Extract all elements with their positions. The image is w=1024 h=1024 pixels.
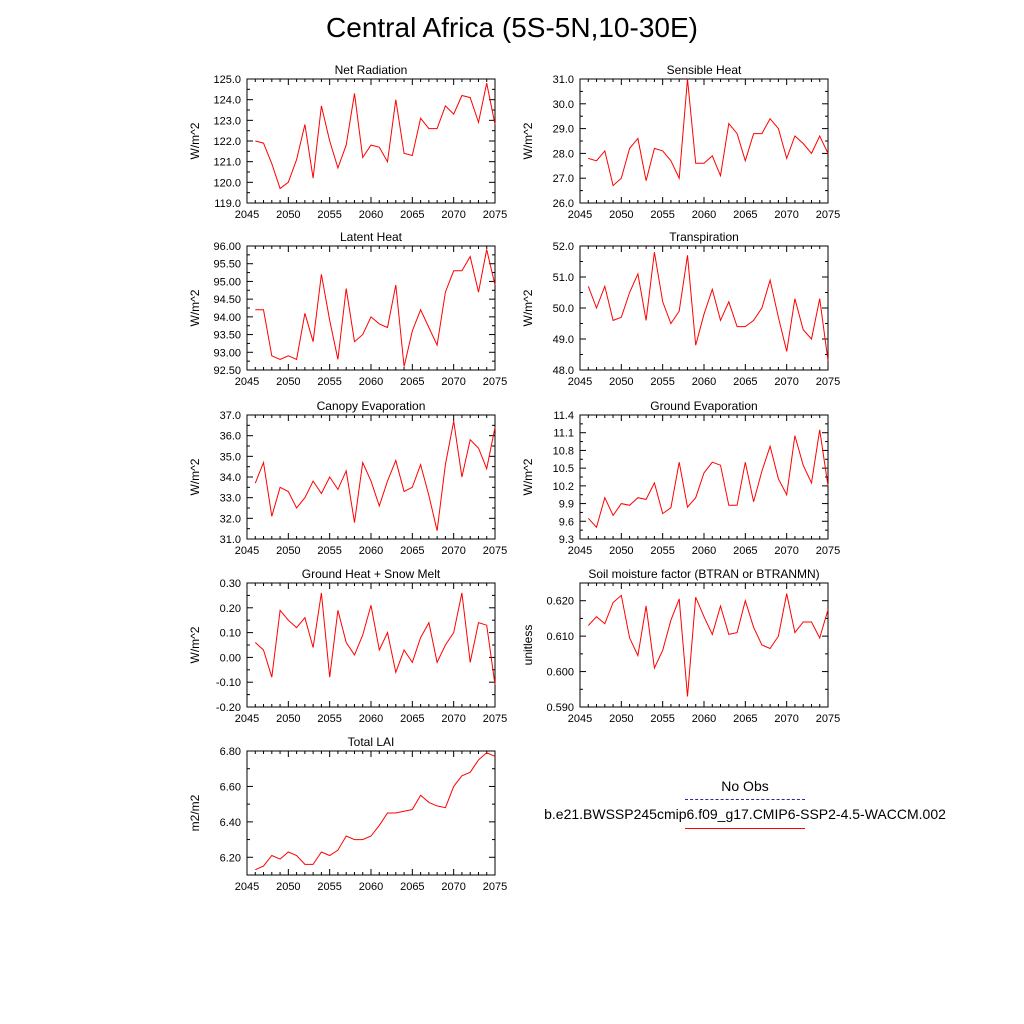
chart-panel [188, 567, 507, 725]
x-tick-label: 2050 [609, 376, 634, 388]
y-tick-label: 95.50 [213, 258, 241, 271]
x-tick-label: 2065 [733, 545, 758, 557]
chart-title: Sensible Heat [666, 63, 742, 77]
series-line [255, 753, 495, 870]
y-tick-label: 9.9 [558, 498, 574, 511]
x-tick-label: 2055 [317, 545, 342, 557]
plot-frame [247, 415, 495, 539]
x-tick-label: 2075 [815, 376, 841, 388]
x-tick-label: 2065 [733, 209, 758, 221]
chart-panel [188, 63, 507, 221]
plot-frame [580, 246, 828, 370]
figure-title: Central Africa (5S-5N,10-30E) [326, 12, 698, 43]
y-tick-label: 35.0 [219, 451, 241, 464]
chart-title: Transpiration [669, 230, 739, 244]
x-tick-label: 2045 [234, 881, 260, 893]
y-axis-label: m2/m2 [188, 794, 202, 832]
y-tick-label: 6.20 [219, 852, 241, 865]
series-line [255, 593, 495, 685]
x-tick-label: 2070 [774, 545, 799, 557]
series-line [588, 430, 828, 527]
y-tick-label: 34.0 [219, 472, 241, 484]
x-tick-label: 2055 [317, 376, 342, 388]
x-tick-label: 2070 [441, 881, 466, 893]
x-tick-label: 2045 [567, 209, 593, 221]
y-tick-label: 6.80 [219, 746, 241, 758]
x-tick-label: 2045 [234, 545, 260, 557]
series-line [255, 421, 495, 531]
y-tick-label: 37.0 [219, 410, 241, 422]
plot-frame [247, 246, 495, 370]
x-tick-label: 2060 [358, 881, 384, 893]
x-tick-label: 2050 [276, 881, 301, 893]
y-tick-label: 33.0 [219, 492, 241, 505]
y-axis-label: W/m^2 [188, 289, 202, 327]
y-tick-label: 0.610 [546, 631, 574, 644]
y-tick-label: 94.50 [213, 294, 241, 307]
y-tick-label: 95.00 [213, 276, 241, 289]
y-tick-label: 9.3 [558, 534, 574, 546]
chart-title: Ground Evaporation [650, 399, 758, 413]
y-tick-label: 10.5 [552, 463, 574, 476]
y-tick-label: 124.0 [213, 94, 241, 107]
chart-title: Latent Heat [339, 230, 403, 244]
y-tick-label: 94.00 [213, 311, 241, 324]
y-tick-label: -0.10 [215, 677, 241, 690]
x-tick-label: 2045 [567, 376, 593, 388]
x-tick-label: 2050 [276, 545, 301, 557]
chart-panel [188, 735, 507, 893]
y-tick-label: 28.0 [552, 148, 574, 161]
x-tick-label: 2060 [358, 209, 384, 221]
series-line [588, 79, 828, 186]
plot-frame [247, 79, 495, 203]
y-tick-label: 6.40 [219, 816, 241, 829]
x-tick-label: 2055 [650, 376, 675, 388]
y-tick-label: -0.20 [215, 702, 241, 714]
x-tick-label: 2055 [317, 209, 342, 221]
x-tick-label: 2075 [482, 881, 508, 893]
y-tick-label: 92.50 [213, 365, 241, 377]
y-tick-label: 0.00 [219, 652, 241, 665]
chart-panel [521, 230, 840, 388]
x-tick-label: 2075 [482, 545, 508, 557]
y-tick-label: 31.0 [219, 534, 241, 546]
legend-model-label: b.e21.BWSSP245cmip6.f09_g17.CMIP6-SSP2-4.5-WACCM.002 [544, 806, 946, 822]
y-tick-label: 50.0 [552, 303, 574, 315]
y-tick-label: 52.0 [552, 241, 574, 253]
y-axis-label: W/m^2 [521, 289, 535, 327]
x-tick-label: 2075 [482, 376, 508, 388]
x-tick-label: 2070 [441, 713, 466, 725]
x-tick-label: 2070 [774, 209, 799, 221]
y-tick-label: 6.60 [219, 781, 241, 794]
x-tick-label: 2075 [482, 713, 508, 725]
y-tick-label: 11.1 [553, 427, 574, 440]
x-tick-label: 2075 [815, 209, 841, 221]
legend [520, 778, 970, 829]
x-tick-label: 2065 [400, 209, 425, 221]
x-tick-label: 2070 [441, 209, 466, 221]
y-tick-label: 0.600 [546, 666, 574, 679]
y-tick-label: 123.0 [213, 115, 241, 128]
y-axis-label: unitless [521, 624, 535, 666]
chart-title: Canopy Evaporation [316, 399, 426, 413]
y-tick-label: 49.0 [552, 334, 574, 346]
y-axis-label: W/m^2 [188, 626, 202, 664]
y-tick-label: 0.590 [546, 702, 574, 714]
x-tick-label: 2055 [650, 209, 675, 221]
y-tick-label: 125.0 [213, 74, 241, 86]
x-tick-label: 2060 [691, 545, 717, 557]
plot-frame [580, 79, 828, 203]
y-tick-label: 30.0 [552, 98, 574, 111]
y-tick-label: 0.10 [219, 627, 241, 640]
y-tick-label: 26.0 [552, 198, 574, 210]
y-tick-label: 32.0 [219, 513, 241, 526]
chart-title: Soil moisture factor (BTRAN or BTRANMN) [588, 567, 820, 581]
y-tick-label: 48.0 [552, 365, 574, 377]
series-line [255, 83, 495, 188]
x-tick-label: 2060 [691, 376, 717, 388]
y-tick-label: 11.4 [553, 410, 574, 422]
chart-panel [188, 230, 507, 388]
x-tick-label: 2050 [276, 376, 301, 388]
x-tick-label: 2070 [774, 376, 799, 388]
y-tick-label: 93.00 [213, 347, 241, 360]
y-axis-label: W/m^2 [521, 458, 535, 496]
x-tick-label: 2060 [358, 713, 384, 725]
y-tick-label: 51.0 [552, 272, 574, 284]
x-tick-label: 2045 [567, 713, 593, 725]
x-tick-label: 2075 [815, 545, 841, 557]
x-tick-label: 2055 [317, 713, 342, 725]
plot-frame [580, 583, 828, 707]
x-tick-label: 2065 [400, 881, 425, 893]
x-tick-label: 2050 [276, 713, 301, 725]
x-tick-label: 2060 [691, 713, 717, 725]
x-tick-label: 2050 [609, 209, 634, 221]
y-tick-label: 31.0 [552, 74, 574, 86]
chart-panel [188, 399, 507, 557]
y-axis-label: W/m^2 [188, 122, 202, 160]
series-line [588, 594, 828, 697]
x-tick-label: 2045 [234, 376, 260, 388]
y-tick-label: 119.0 [214, 198, 241, 210]
x-tick-label: 2065 [733, 376, 758, 388]
y-tick-label: 122.0 [213, 136, 241, 148]
y-tick-label: 10.2 [552, 480, 574, 493]
x-tick-label: 2060 [358, 376, 384, 388]
x-tick-label: 2065 [400, 545, 425, 557]
plot-frame [247, 583, 495, 707]
x-tick-label: 2060 [358, 545, 384, 557]
x-tick-label: 2070 [441, 376, 466, 388]
y-tick-label: 120.0 [213, 177, 241, 190]
y-tick-label: 121.0 [213, 156, 241, 169]
chart-panel [521, 399, 840, 557]
x-tick-label: 2045 [234, 209, 260, 221]
legend-model-line [685, 828, 805, 829]
x-tick-label: 2070 [774, 713, 799, 725]
x-tick-label: 2055 [650, 545, 675, 557]
x-tick-label: 2060 [691, 209, 717, 221]
x-tick-label: 2065 [733, 713, 758, 725]
y-tick-label: 93.50 [213, 329, 241, 342]
chart-panel [521, 567, 840, 725]
x-tick-label: 2055 [650, 713, 675, 725]
series-line [588, 252, 828, 361]
x-tick-label: 2065 [400, 376, 425, 388]
x-tick-label: 2050 [609, 545, 634, 557]
y-tick-label: 96.00 [213, 241, 241, 253]
x-tick-label: 2075 [815, 713, 841, 725]
chart-title: Ground Heat + Snow Melt [301, 567, 441, 581]
x-tick-label: 2075 [482, 209, 508, 221]
x-tick-label: 2045 [234, 713, 260, 725]
y-tick-label: 9.6 [558, 516, 574, 529]
x-tick-label: 2050 [276, 209, 301, 221]
chart-title: Total LAI [347, 735, 395, 749]
y-axis-label: W/m^2 [521, 122, 535, 160]
legend-obs-line [685, 799, 805, 800]
plot-frame [580, 415, 828, 539]
x-tick-label: 2050 [609, 713, 634, 725]
y-tick-label: 29.0 [552, 123, 574, 136]
x-tick-label: 2070 [441, 545, 466, 557]
x-tick-label: 2045 [567, 545, 593, 557]
y-tick-label: 0.30 [219, 578, 241, 590]
legend-obs-label: No Obs [721, 778, 769, 794]
plot-frame [247, 751, 495, 875]
chart-panel [521, 63, 840, 221]
y-tick-label: 36.0 [219, 430, 241, 443]
y-tick-label: 27.0 [552, 173, 574, 186]
series-line [255, 250, 495, 367]
x-tick-label: 2065 [400, 713, 425, 725]
chart-title: Net Radiation [334, 63, 408, 77]
y-tick-label: 0.20 [219, 602, 241, 615]
y-tick-label: 0.620 [546, 595, 574, 608]
y-axis-label: W/m^2 [188, 458, 202, 496]
x-tick-label: 2055 [317, 881, 342, 893]
y-tick-label: 10.8 [552, 445, 574, 458]
